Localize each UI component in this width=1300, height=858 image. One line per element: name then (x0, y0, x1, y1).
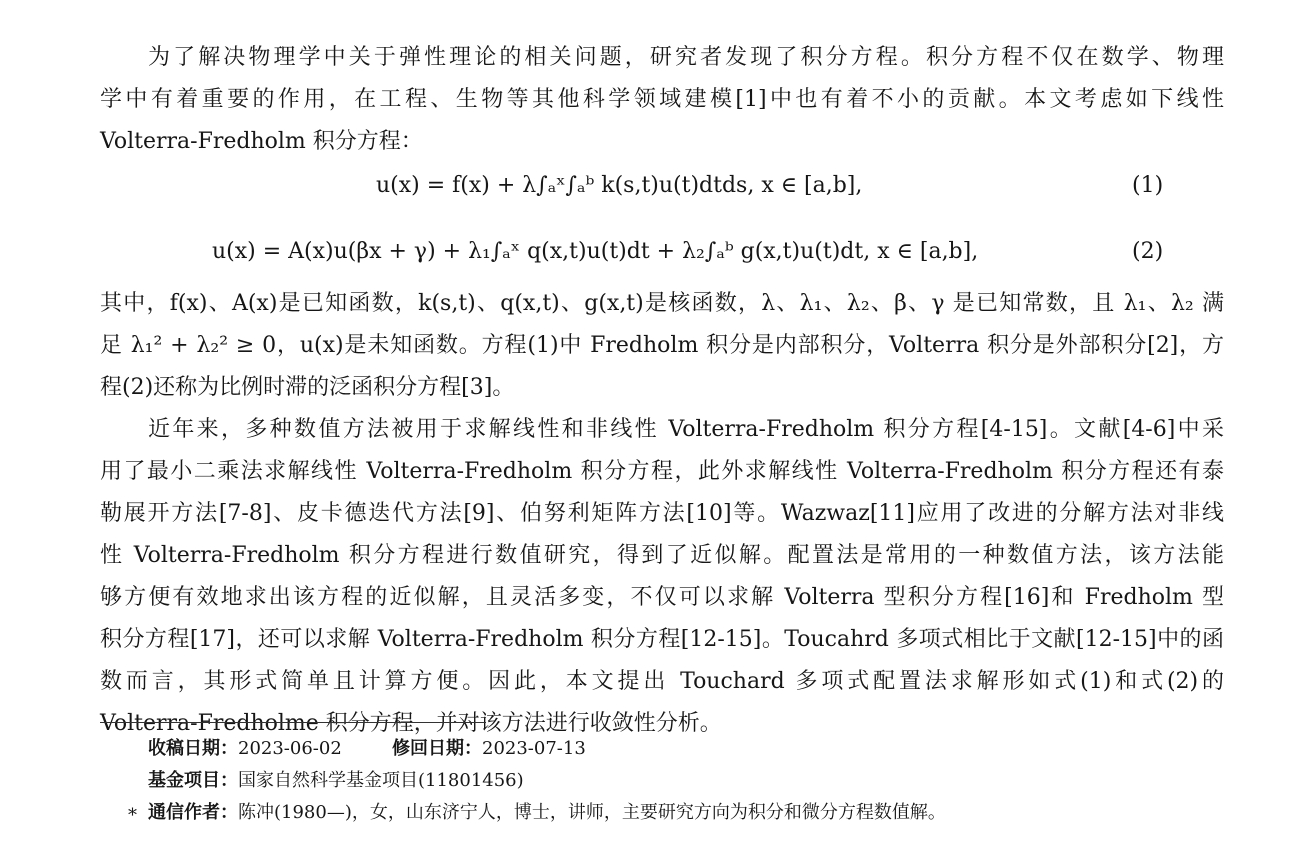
paragraph-2-line-3: 程(2)还称为比例时滞的泛函积分方程[3]。 (100, 375, 515, 400)
footnote-author (148, 799, 946, 827)
revised-date-label: 修回日期： (392, 738, 482, 759)
equation-2-number: (2) (1132, 239, 1164, 264)
paragraph-3-line-7: 数而言，其形式简单且计算方便。因此，本文提出 Touchard 多项式配置法求解形如式(1)和式(2)的 (100, 669, 1224, 694)
equation-2: u(x) = A(x)u(βx + γ) + λ₁∫ₐˣ q(x,t)u(t)dt + λ₂∫ₐᵇ g(x,t)u(t)dt, x ∈ [a,b], (212, 239, 979, 264)
paragraph-2-line-2: 足 λ₁² + λ₂² ≥ 0，u(x)是未知函数。方程(1)中 Fredholm 积分是内部积分，Volterra 积分是外部积分[2]，方 (100, 333, 1224, 358)
fund-value: 国家自然科学基金项目(11801456) (238, 770, 524, 791)
author-value: 陈冲(1980—)，女，山东济宁人，博士，讲师，主要研究方向为积分和微分方程数值解。 (238, 802, 946, 823)
paragraph-1-line-3: Volterra-Fredholm 积分方程： (100, 129, 423, 154)
paragraph-3-line-8: Volterra-Fredholme 积分方程，并对该方法进行收敛性分析。 (100, 711, 722, 736)
corresponding-author-mark: * (128, 805, 137, 826)
footnote-divider (100, 722, 486, 723)
received-date-label: 收稿日期： (148, 738, 238, 759)
paragraph-3-line-2: 用了最小二乘法求解线性 Volterra-Fredholm 积分方程，此外求解线性 Volterra-Fredholm 积分方程还有泰 (100, 459, 1224, 484)
footnote-received (148, 735, 342, 763)
paragraph-3-line-6: 积分方程[17]，还可以求解 Volterra-Fredholm 积分方程[12-15]。Toucahrd 多项式相比于文献[12-15]中的函 (100, 627, 1224, 652)
paragraph-3-line-5: 够方便有效地求出该方程的近似解，且灵活多变，不仅可以求解 Volterra 型积分方程[16]和 Fredholm 型 (100, 585, 1224, 610)
received-date-value: 2023-06-02 (238, 738, 342, 759)
equation-1: u(x) = f(x) + λ∫ₐˣ∫ₐᵇ k(s,t)u(t)dtds, x ∈ [a,b], (376, 173, 863, 198)
paragraph-3-line-1: 近年来，多种数值方法被用于求解线性和非线性 Volterra-Fredholm 积分方程[4-15]。文献[4-6]中采 (148, 417, 1224, 442)
footnote-fund (148, 767, 524, 795)
equation-1-number: (1) (1132, 173, 1164, 198)
fund-label: 基金项目： (148, 770, 238, 791)
paragraph-3-line-4: 性 Volterra-Fredholm 积分方程进行数值研究，得到了近似解。配置法是常用的一种数值方法，该方法能 (100, 543, 1224, 568)
revised-date-value: 2023-07-13 (482, 738, 586, 759)
footnote-revised (392, 735, 586, 763)
paragraph-3-line-3: 勒展开方法[7-8]、皮卡德迭代方法[9]、伯努利矩阵方法[10]等。Wazwaz[11]应用了改进的分解方法对非线 (100, 501, 1224, 526)
author-label: 通信作者： (148, 802, 238, 823)
paragraph-2-line-1: 其中，f(x)、A(x)是已知函数，k(s,t)、q(x,t)、g(x,t)是核函数，λ、λ₁、λ₂、β、γ 是已知常数，且 λ₁、λ₂ 满 (100, 291, 1224, 316)
paragraph-1-line-1: 为了解决物理学中关于弹性理论的相关问题，研究者发现了积分方程。积分方程不仅在数学、物理 (148, 45, 1224, 70)
paragraph-1-line-2: 学中有着重要的作用，在工程、生物等其他科学领域建模[1]中也有着不小的贡献。本文考虑如下线性 (100, 87, 1224, 112)
